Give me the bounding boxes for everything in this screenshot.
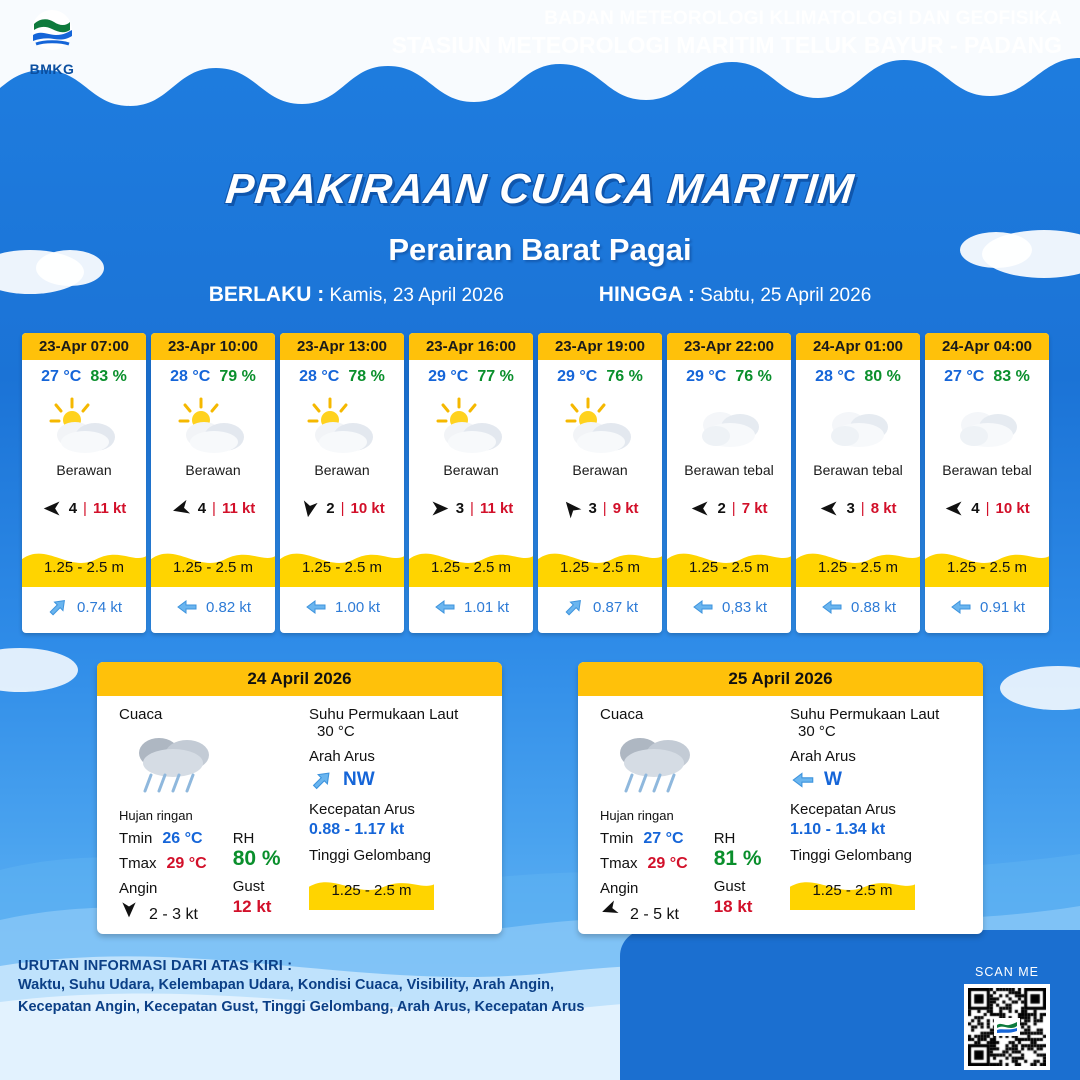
card-humidity: 77 % (477, 368, 514, 385)
card-weather-icon (796, 390, 920, 462)
card-time: 23-Apr 19:00 (538, 333, 662, 360)
daily-weather-icon (125, 729, 309, 806)
legend-title: URUTAN INFORMASI DARI ATAS KIRI : (18, 958, 293, 974)
daily-gust-value: 12 kt (232, 897, 272, 916)
daily-condition: Hujan ringan (600, 808, 674, 823)
daily-current-speed-value: 0.88 - 1.17 kt (309, 821, 405, 838)
card-current (925, 595, 1049, 619)
card-condition: Berawan (314, 462, 370, 478)
card-time: 23-Apr 13:00 (280, 333, 404, 360)
card-wind-dir-value: 2 (326, 500, 335, 517)
card-wind-dir-value: 3 (455, 500, 465, 517)
daily-gust-label-row (233, 878, 281, 895)
valid-to-label: HINGGA : (598, 283, 695, 306)
daily-angin-row (600, 880, 688, 897)
daily-right-column (309, 706, 494, 910)
card-wind (944, 498, 1029, 519)
daily-rh-value-row (233, 847, 281, 871)
daily-tmin-label: Tmin (600, 830, 634, 847)
card-current-speed: 1.00 kt (334, 598, 381, 616)
card-time: 23-Apr 07:00 (22, 333, 146, 360)
card-wind-speed: 11 kt (221, 500, 256, 517)
hourly-forecast-card (796, 333, 920, 633)
daily-tmin-label: Tmin (119, 830, 153, 847)
card-current (280, 595, 404, 619)
current-direction-arrow-icon (41, 590, 75, 624)
card-wind-speed: 11 kt (479, 500, 514, 517)
card-wind (561, 498, 638, 519)
daily-angin-label: Angin (600, 880, 639, 897)
current-direction-arrow-icon (949, 595, 973, 619)
wind-direction-arrow-icon (119, 899, 139, 919)
card-current (151, 595, 275, 619)
card-current (538, 595, 662, 619)
daily-wind-row (119, 899, 207, 924)
daily-cuaca-label: Cuaca (600, 706, 644, 723)
daily-sst-label: Suhu Permukaan Laut (309, 706, 459, 723)
hourly-forecast-card (409, 333, 533, 633)
daily-gust-label: Gust (232, 878, 265, 895)
valid-from-value: Kamis, 23 April 2026 (329, 285, 504, 306)
card-temperature: 28 °C (299, 368, 340, 385)
current-direction-arrow-icon (820, 595, 844, 619)
daily-wave-label: Tinggi Gelombang (309, 847, 432, 864)
daily-forecast-panel (578, 662, 983, 934)
qr-code-block[interactable] (964, 965, 1050, 1070)
daily-tmin-value: 26 °C (162, 830, 203, 847)
card-weather-icon (409, 390, 533, 462)
wind-direction-arrow-icon (819, 498, 840, 519)
daily-rh-label: RH (713, 830, 736, 847)
daily-right-column (790, 706, 975, 910)
card-current (667, 595, 791, 619)
daily-date: 24 April 2026 (97, 662, 502, 696)
daily-current-dir-value: W (824, 769, 842, 790)
card-wind-speed: 7 kt (741, 500, 768, 517)
card-temp-humidity (557, 368, 643, 386)
card-wind-speed: 11 kt (92, 500, 127, 517)
daily-left-column (600, 706, 790, 924)
daily-tmax-value: 29 °C (647, 855, 688, 872)
card-wind-dir-value: 3 (846, 500, 855, 517)
rain-cloud-icon (606, 729, 710, 801)
daily-sst-label: Suhu Permukaan Laut (790, 706, 940, 723)
card-temperature: 28 °C (815, 368, 856, 385)
card-wind (429, 498, 514, 519)
hourly-forecast-card (22, 333, 146, 633)
sun-behind-cloud-icon (174, 395, 252, 457)
scan-me-label: SCAN ME (975, 965, 1039, 979)
bmkg-emblem-icon (14, 8, 90, 56)
card-humidity: 78 % (348, 368, 385, 385)
daily-tmin-row (119, 830, 207, 848)
card-time: 24-Apr 04:00 (925, 333, 1049, 360)
card-humidity: 76 % (606, 368, 643, 385)
daily-forecast-panel (97, 662, 502, 934)
card-humidity: 83 % (90, 368, 127, 385)
card-condition: Berawan tebal (684, 462, 774, 478)
daily-tmax-row (119, 855, 207, 873)
card-current (409, 595, 533, 619)
daily-current-speed-label: Kecepatan Arus (790, 801, 896, 818)
legend-footer (0, 940, 620, 1080)
wind-direction-arrow-icon (42, 498, 63, 519)
card-wave-height: 1.25 - 2.5 m (430, 559, 512, 576)
card-condition: Berawan (56, 462, 112, 478)
card-wind-separator: | (731, 500, 736, 517)
card-time: 23-Apr 22:00 (667, 333, 791, 360)
daily-rh-label-row (714, 830, 762, 847)
daily-tmax-row (600, 855, 688, 873)
daily-temp-group (600, 823, 688, 924)
card-condition: Berawan (185, 462, 241, 478)
daily-weather-icon (606, 729, 790, 806)
card-wave-height: 1.25 - 2.5 m (817, 559, 899, 576)
card-wind-speed: 8 kt (870, 500, 897, 517)
hourly-forecast-row (22, 333, 1049, 633)
daily-cuaca-label: Cuaca (119, 706, 163, 723)
card-wind-separator: | (212, 500, 216, 517)
poster-header (0, 0, 1080, 72)
wind-direction-arrow-icon (557, 494, 587, 524)
daily-temp-rh-group (600, 823, 790, 924)
daily-sst-value: 30 °C (798, 723, 836, 740)
legend-line-2: Kecepatan Angin, Kecepatan Gust, Tinggi Gelombang, Arah Arus, Kecepatan Arus (18, 998, 585, 1015)
daily-angin-label: Angin (119, 880, 158, 897)
daily-tmin-value: 27 °C (643, 830, 684, 847)
agency-name: BADAN METEOROLOGI KLIMATOLOGI DAN GEOFISIKA (544, 8, 1062, 29)
page-title: PRAKIRAAN CUACA MARITIM (223, 165, 857, 212)
card-temperature: 27 °C (41, 368, 82, 385)
card-wave-height: 1.25 - 2.5 m (946, 559, 1028, 576)
current-direction-arrow-icon (433, 595, 457, 619)
card-wind (299, 498, 384, 519)
card-condition: Berawan (572, 462, 628, 478)
card-wind-speed: 9 kt (612, 500, 639, 517)
daily-wave-value: 1.25 - 2.5 m (812, 882, 893, 899)
daily-sst-value: 30 °C (317, 723, 355, 740)
card-humidity: 79 % (219, 368, 256, 385)
card-temp-humidity (686, 368, 772, 386)
card-temperature: 29 °C (686, 368, 727, 385)
daily-wind-value: 2 - 3 kt (149, 906, 198, 923)
cloud-icon (948, 395, 1026, 457)
daily-tmax-label: Tmax (600, 855, 638, 872)
card-wind-separator: | (470, 500, 474, 517)
valid-from-label: BERLAKU : (208, 283, 325, 306)
card-wind-dir-value: 2 (717, 500, 726, 517)
wind-direction-arrow-icon (597, 896, 623, 922)
card-time: 23-Apr 16:00 (409, 333, 533, 360)
card-wind (819, 498, 896, 519)
daily-tmax-value: 29 °C (166, 855, 207, 872)
card-current-speed: 0.74 kt (76, 598, 123, 616)
daily-body (578, 696, 983, 934)
card-humidity: 76 % (735, 368, 772, 385)
daily-wind-value: 2 - 5 kt (630, 906, 679, 923)
card-wave-height: 1.25 - 2.5 m (301, 559, 383, 576)
valid-to-value: Sabtu, 25 April 2026 (700, 285, 872, 306)
daily-rh-group (233, 823, 281, 924)
hourly-forecast-card (151, 333, 275, 633)
card-condition: Berawan (443, 462, 499, 478)
daily-gust-label: Gust (713, 878, 746, 895)
hourly-forecast-card (280, 333, 404, 633)
daily-temp-rh-group (119, 823, 309, 924)
rain-cloud-icon (125, 729, 229, 801)
daily-current-dir-value: NW (343, 769, 375, 790)
daily-wave-chip (309, 870, 434, 910)
daily-gust-value-row (233, 897, 281, 917)
card-wind-separator: | (860, 500, 865, 517)
card-wind (690, 498, 767, 519)
daily-current-dir-row (790, 767, 975, 793)
daily-gust-value-row (714, 897, 762, 917)
card-time: 24-Apr 01:00 (796, 333, 920, 360)
daily-current-dir-label: Arah Arus (790, 748, 856, 765)
sun-behind-cloud-icon (432, 395, 510, 457)
card-wave-height: 1.25 - 2.5 m (172, 559, 254, 576)
daily-wave-value: 1.25 - 2.5 m (331, 882, 412, 899)
wind-direction-arrow-icon (429, 498, 450, 519)
card-current-speed: 0.91 kt (979, 598, 1026, 616)
card-wind-dir-value: 4 (197, 500, 207, 517)
daily-forecast-row (0, 662, 1080, 934)
card-current-speed: 0.82 kt (205, 598, 252, 616)
valid-from (209, 283, 504, 307)
card-weather-icon (538, 390, 662, 462)
qr-center-logo (994, 1018, 1020, 1036)
card-temperature: 27 °C (944, 368, 985, 385)
bmkg-logo (14, 8, 90, 77)
card-temperature: 29 °C (557, 368, 598, 385)
card-weather-icon (22, 390, 146, 462)
hourly-forecast-card (538, 333, 662, 633)
card-current (22, 595, 146, 619)
card-wind-speed: 10 kt (350, 500, 385, 517)
cloud-icon (690, 395, 768, 457)
card-wind-separator: | (985, 500, 990, 517)
card-temp-humidity (299, 368, 385, 386)
card-temp-humidity (944, 368, 1030, 386)
daily-current-dir-label: Arah Arus (309, 748, 375, 765)
daily-current-speed-value: 1.10 - 1.34 kt (790, 821, 886, 838)
daily-left-column (119, 706, 309, 924)
card-wind-separator: | (83, 500, 87, 517)
current-direction-arrow-icon (790, 767, 816, 793)
card-wave-height: 1.25 - 2.5 m (688, 559, 770, 576)
card-wind-dir-value: 4 (971, 500, 980, 517)
card-temp-humidity (815, 368, 901, 386)
card-current-speed: 0.87 kt (592, 598, 639, 616)
card-weather-icon (667, 390, 791, 462)
hourly-forecast-card (667, 333, 791, 633)
sun-behind-cloud-icon (303, 395, 381, 457)
sun-behind-cloud-icon (561, 395, 639, 457)
card-temperature: 28 °C (170, 368, 211, 385)
daily-rh-label: RH (232, 830, 255, 847)
daily-current-speed-label: Kecepatan Arus (309, 801, 415, 818)
station-name: STASIUN METEOROLOGI MARITIM TELUK BAYUR - PADANG (391, 32, 1062, 58)
current-direction-arrow-icon (691, 595, 715, 619)
daily-wind-row (600, 899, 688, 924)
card-weather-icon (151, 390, 275, 462)
card-current-speed: 1.01 kt (463, 598, 510, 616)
card-weather-icon (280, 390, 404, 462)
card-wind-separator: | (340, 500, 345, 517)
daily-tmax-label: Tmax (119, 855, 157, 872)
card-wind-dir-value: 4 (68, 500, 78, 517)
daily-condition: Hujan ringan (119, 808, 193, 823)
daily-wave-chip (790, 870, 915, 910)
qr-code[interactable] (964, 984, 1050, 1070)
page-subtitle: Perairan Barat Pagai (388, 232, 692, 267)
daily-temp-group (119, 823, 207, 924)
daily-rh-value-row (714, 847, 762, 871)
daily-gust-label-row (714, 878, 762, 895)
card-humidity: 80 % (864, 368, 901, 385)
daily-current-dir-row (309, 767, 494, 793)
card-condition: Berawan tebal (813, 462, 903, 478)
card-temp-humidity (41, 368, 127, 386)
card-wind-dir-value: 3 (588, 500, 597, 517)
current-direction-arrow-icon (175, 595, 199, 619)
card-wave-height: 1.25 - 2.5 m (43, 559, 125, 576)
valid-to (599, 283, 871, 307)
card-wind (42, 498, 127, 519)
daily-angin-row (119, 880, 207, 897)
card-temp-humidity (428, 368, 514, 386)
wind-direction-arrow-icon (944, 498, 965, 519)
daily-gust-value: 18 kt (713, 897, 753, 916)
sun-behind-cloud-icon (45, 395, 123, 457)
card-wave-height: 1.25 - 2.5 m (559, 559, 641, 576)
card-current-speed: 0,83 kt (721, 598, 768, 616)
daily-rh-group (714, 823, 762, 924)
daily-date: 25 April 2026 (578, 662, 983, 696)
wind-direction-arrow-icon (690, 498, 711, 519)
wind-direction-arrow-icon (168, 496, 194, 522)
daily-rh-label-row (233, 830, 281, 847)
card-current-speed: 0.88 kt (850, 598, 897, 616)
daily-wave-label: Tinggi Gelombang (790, 847, 913, 864)
current-direction-arrow-icon (557, 590, 591, 624)
daily-rh-value: 80 % (232, 847, 281, 870)
current-direction-arrow-icon (304, 762, 341, 799)
card-condition: Berawan tebal (942, 462, 1032, 478)
daily-rh-value: 81 % (713, 847, 762, 870)
wind-direction-arrow-icon (298, 496, 322, 520)
bmkg-mini-icon (996, 1020, 1018, 1034)
card-time: 23-Apr 10:00 (151, 333, 275, 360)
legend-line-1: Waktu, Suhu Udara, Kelembapan Udara, Kondisi Cuaca, Visibility, Arah Angin, (18, 977, 555, 993)
daily-body (97, 696, 502, 934)
current-direction-arrow-icon (304, 595, 328, 619)
card-temperature: 29 °C (428, 368, 469, 385)
daily-tmin-row (600, 830, 688, 848)
card-weather-icon (925, 390, 1049, 462)
card-humidity: 83 % (993, 368, 1030, 385)
hourly-forecast-card (925, 333, 1049, 633)
bmkg-logo-text: BMKG (29, 61, 75, 77)
card-wind-speed: 10 kt (995, 500, 1030, 517)
card-wind (171, 498, 256, 519)
card-temp-humidity (170, 368, 256, 386)
cloud-icon (819, 395, 897, 457)
validity-period (0, 283, 1080, 307)
card-wind-separator: | (602, 500, 607, 517)
card-current (796, 595, 920, 619)
